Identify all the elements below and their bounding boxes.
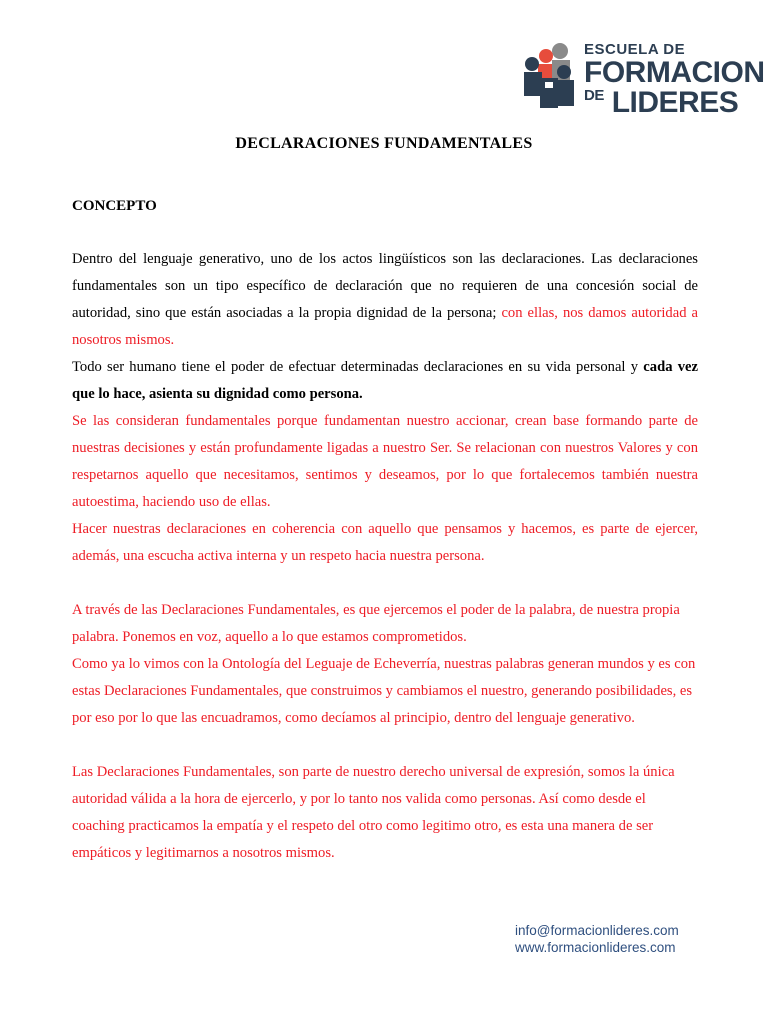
people-group-icon bbox=[520, 42, 580, 114]
contact-footer bbox=[515, 922, 679, 956]
paragraph-6: Como ya lo vimos con la Ontología del Leguaje de Echeverría, nuestras palabras generan mundos y es con estas Declaraciones Fundamentales, que construimos y cambiamos el nuestro, generando posibilidades, es por eso por lo que las encuadramos, como decíamos al principio, dentro del lenguaje generativo. bbox=[72, 656, 696, 726]
paragraph-4: Hacer nuestras declaraciones en coherencia con aquello que pensamos y hacemos, es parte de ejercer, además, una escucha activa interna y un respeto hacia nuestra persona. bbox=[72, 521, 698, 564]
document-body bbox=[72, 246, 698, 867]
paragraph-2 bbox=[72, 354, 698, 408]
logo-de: DE bbox=[584, 87, 604, 104]
paragraph-2-text: Todo ser humano tiene el poder de efectuar determinadas declaraciones en su vida personal y bbox=[72, 359, 644, 375]
paragraph-5: A través de las Declaraciones Fundamentales, es que ejercemos el poder de la palabra, de nuestra propia palabra. Ponemos en voz, aquello a lo que estamos comprometidos. bbox=[72, 602, 680, 645]
paragraph-1-text: Dentro del lenguaje generativo, uno de los actos lingüísticos son las declaraciones. Las declaraciones fundamentales son un tipo específico de declaración que no requieren de una concesión social de autoridad, sino que están asociadas a la propia dignidad de la persona; bbox=[72, 251, 698, 321]
section-heading: CONCEPTO bbox=[72, 198, 157, 214]
logo-line-escuela: ESCUELA DE bbox=[584, 41, 686, 58]
logo-lideres: LIDERES bbox=[611, 86, 739, 119]
document-title: DECLARACIONES FUNDAMENTALES bbox=[235, 135, 533, 152]
footer-website[interactable]: www.formacionlideres.com bbox=[515, 940, 676, 955]
logo-wordmark bbox=[584, 42, 764, 118]
logo-line-lideres bbox=[584, 88, 764, 118]
logo-line-formacion: FORMACION bbox=[584, 56, 765, 89]
paragraph-7: Las Declaraciones Fundamentales, son parte de nuestro derecho universal de expresión, somos la única autoridad válida a la hora de ejercerlo, y por lo tanto nos valida como personas. Así como desde el coaching practicamos la empatía y el respeto del otro como legitimo otro, es esta una manera de ser empáticos y legitimarnos a nosotros mismos. bbox=[72, 764, 675, 861]
paragraph-3: Se las consideran fundamentales porque fundamentan nuestro accionar, crean base formando parte de nuestras decisiones y están profundamente ligadas a nuestro Ser. Se relacionan con nuestros Valores y con respetarnos aquello que necesitamos, sentimos y deseamos, por lo que fortalecemos también nuestra autoestima, haciendo uso de ellas. bbox=[72, 413, 698, 510]
paragraph-2-bold: cada vez que lo hace, asienta su dignidad como persona. bbox=[72, 359, 698, 402]
school-logo bbox=[520, 40, 765, 119]
paragraph-1-highlight: con ellas, nos damos autoridad a nosotros mismos. bbox=[72, 305, 698, 348]
footer-email[interactable]: info@formacionlideres.com bbox=[515, 923, 679, 938]
paragraph-1 bbox=[72, 246, 698, 354]
